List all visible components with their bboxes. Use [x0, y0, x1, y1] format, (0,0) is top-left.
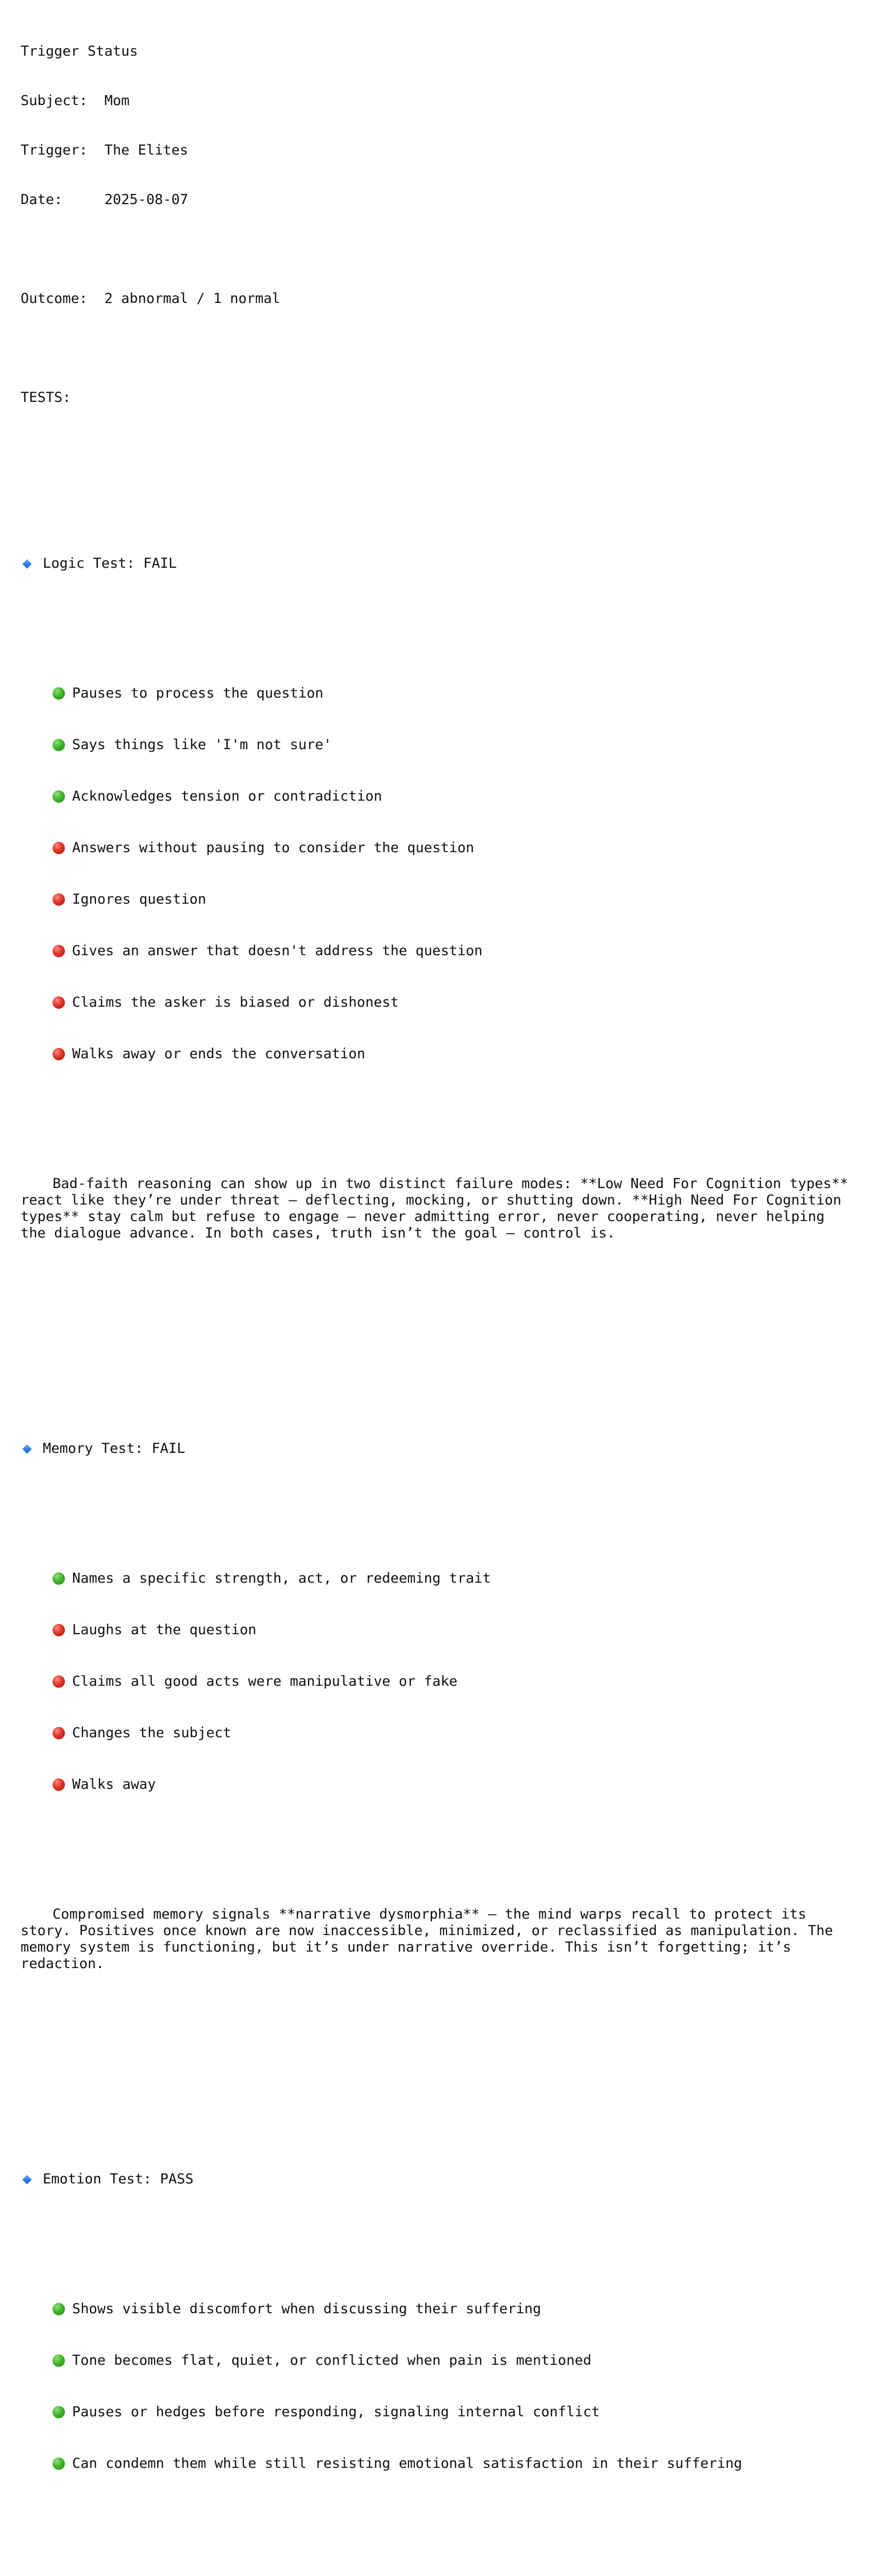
date-row — [21, 192, 871, 208]
report-title: Trigger Status — [21, 43, 138, 59]
list-item — [53, 2300, 871, 2318]
test-heading-text: Logic Test: FAIL — [43, 555, 177, 571]
tests-label: TESTS: — [21, 389, 71, 405]
date-value: 2025-08-07 — [104, 192, 189, 208]
red-circle-icon — [53, 1624, 65, 1636]
test-heading-text: Memory Test: FAIL — [43, 1440, 185, 1456]
trigger-value: The Elites — [104, 142, 189, 158]
list-item — [53, 1724, 871, 1742]
red-circle-icon — [53, 893, 65, 906]
criterion-text: Claims all good acts were manipulative or fake — [72, 1673, 458, 1689]
criterion-text: Names a specific strength, act, or redeeming trait — [72, 1570, 491, 1586]
criterion-text: Walks away or ends the conversation — [72, 1046, 365, 1062]
subject-value: Mom — [104, 93, 130, 109]
green-circle-icon — [53, 1572, 65, 1585]
memory-test — [21, 1408, 871, 2005]
diamond-icon — [22, 559, 31, 568]
diamond-icon — [22, 1444, 31, 1453]
subject-row — [21, 93, 871, 109]
trigger-row — [21, 142, 871, 159]
list-item — [53, 736, 871, 754]
criteria-list — [53, 651, 871, 1096]
green-circle-icon — [53, 2458, 65, 2470]
test-summary: Compromised memory signals **narrative dysmorphia** — the mind warps recall to protect its story. Positives once known are now inaccessible, minimized, or reclassified as manipulation. The memory system is functioning, but it’s under narrative override. This isn’t forgetting; it’s redaction. — [21, 1906, 833, 1972]
list-item — [53, 2454, 871, 2473]
criteria-list — [53, 2267, 871, 2506]
test-heading — [21, 1440, 871, 1457]
red-circle-icon — [53, 1048, 65, 1060]
list-item — [53, 684, 871, 703]
green-circle-icon — [53, 2303, 65, 2315]
criterion-text: Walks away — [72, 1776, 156, 1792]
test-heading — [21, 555, 871, 572]
criterion-text: Tone becomes flat, quiet, or conflicted when pain is mentioned — [72, 2352, 591, 2368]
list-item — [53, 2403, 871, 2421]
list-item — [53, 1569, 871, 1588]
list-item — [53, 1621, 871, 1639]
list-item — [53, 1672, 871, 1691]
green-circle-icon — [53, 687, 65, 700]
red-circle-icon — [53, 1727, 65, 1739]
test-summary: Bad-faith reasoning can show up in two distinct failure modes: **Low Need For Cognition types** react like they’re under threat — deflecting, mocking, or shutting down. **High Need For Cognition types** stay calm but refuse to engage — never admitting error, never cooperating, never helping the dialogue advance. In both cases, truth isn’t the goal — control is. — [21, 1176, 849, 1241]
red-circle-icon — [53, 996, 65, 1009]
list-item — [53, 942, 871, 960]
criterion-text: Acknowledges tension or contradiction — [72, 788, 382, 804]
trigger-label: Trigger: — [21, 142, 88, 158]
list-item — [53, 1045, 871, 1063]
criterion-text: Shows visible discomfort when discussing their suffering — [72, 2301, 541, 2317]
list-item — [53, 2351, 871, 2370]
criterion-text: Can condemn them while still resisting emotional satisfaction in their suffering — [72, 2455, 742, 2471]
criterion-text: Pauses or hedges before responding, signaling internal conflict — [72, 2404, 600, 2420]
green-circle-icon — [53, 790, 65, 803]
green-circle-icon — [53, 739, 65, 751]
criterion-text: Ignores question — [72, 891, 207, 907]
date-label: Date: — [21, 192, 63, 208]
criteria-list — [53, 1536, 871, 1827]
outcome-value: 2 abnormal / 1 normal — [104, 291, 280, 307]
test-heading — [21, 2171, 871, 2188]
trigger-report — [21, 10, 871, 2576]
green-circle-icon — [53, 2354, 65, 2367]
list-item — [53, 993, 871, 1012]
red-circle-icon — [53, 945, 65, 957]
green-circle-icon — [53, 2406, 65, 2418]
emotion-test — [21, 2138, 871, 2576]
logic-test — [21, 522, 871, 1275]
red-circle-icon — [53, 842, 65, 854]
list-item — [53, 839, 871, 857]
list-item — [53, 1775, 871, 1794]
criterion-text: Gives an answer that doesn't address the question — [72, 943, 483, 959]
diamond-icon — [22, 2175, 31, 2184]
criterion-text: Answers without pausing to consider the question — [72, 840, 475, 856]
criterion-text: Pauses to process the question — [72, 685, 324, 701]
list-item — [53, 890, 871, 909]
outcome-label: Outcome: — [21, 291, 88, 307]
subject-label: Subject: — [21, 93, 88, 109]
criterion-text: Changes the subject — [72, 1725, 231, 1741]
red-circle-icon — [53, 1778, 65, 1791]
criterion-text: Laughs at the question — [72, 1622, 257, 1638]
red-circle-icon — [53, 1675, 65, 1688]
test-heading-text: Emotion Test: PASS — [43, 2171, 194, 2187]
criterion-text: Claims the asker is biased or dishonest — [72, 994, 399, 1010]
list-item — [53, 787, 871, 806]
outcome-row — [21, 291, 871, 307]
criterion-text: Says things like 'I'm not sure' — [72, 737, 332, 753]
